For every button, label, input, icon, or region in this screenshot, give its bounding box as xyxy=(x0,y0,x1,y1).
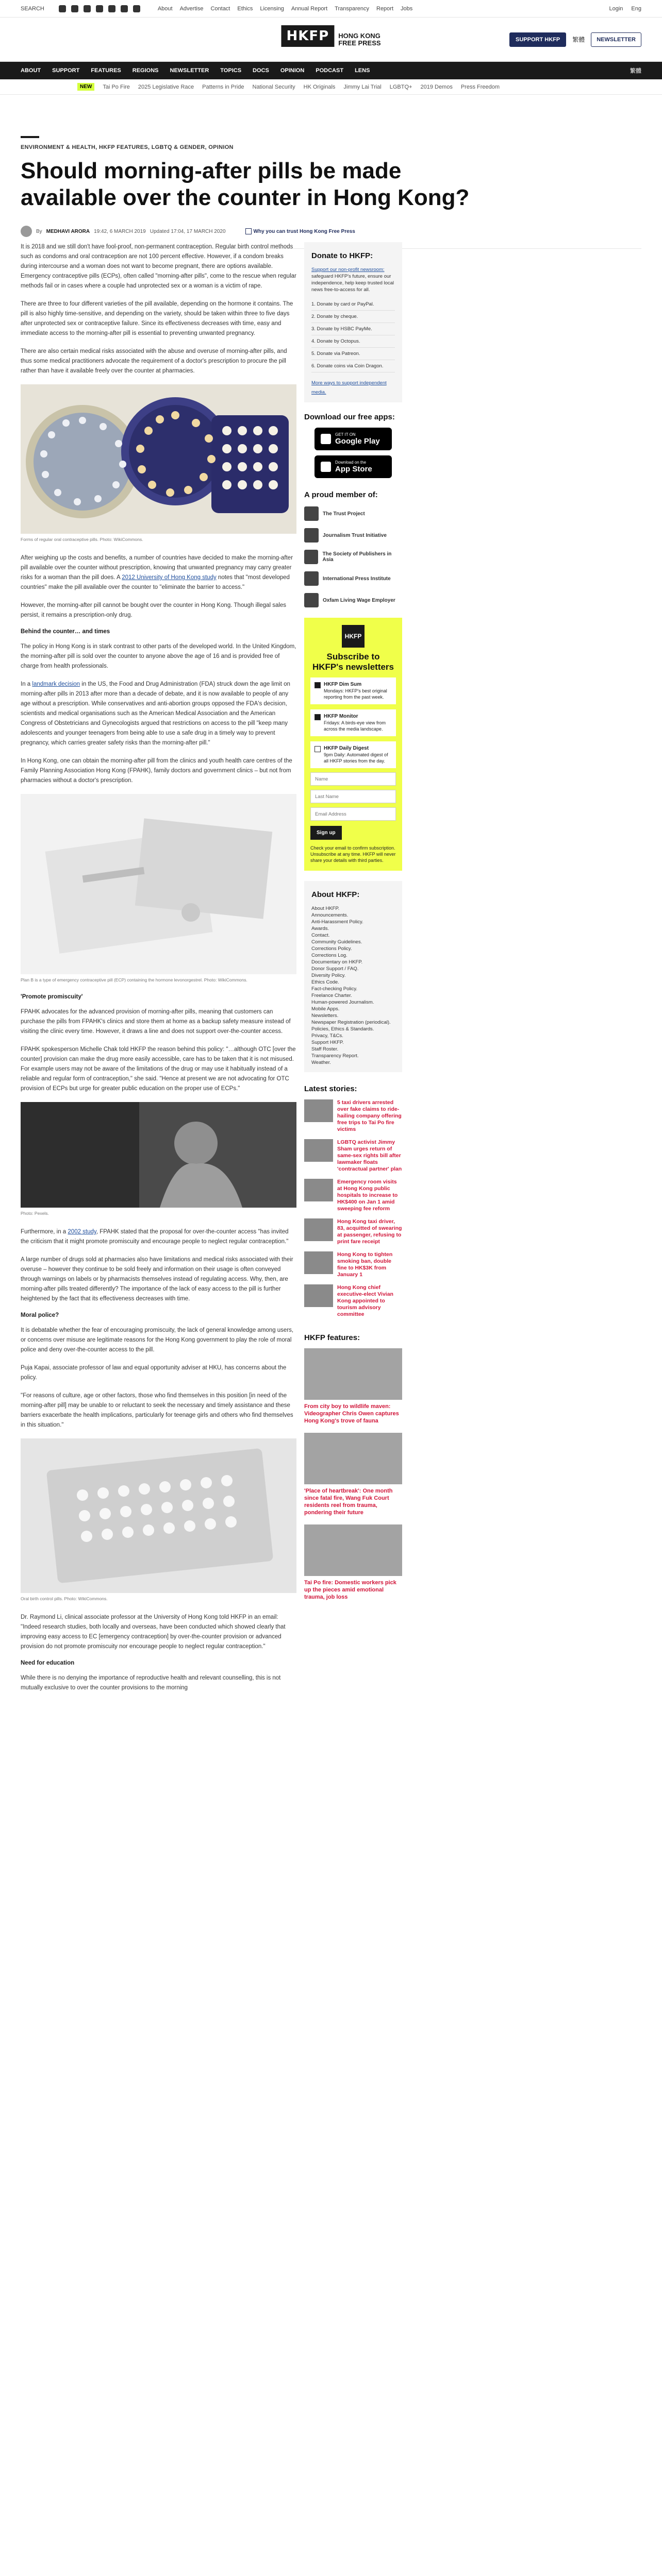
paragraph: FPAHK advocates for the advanced provision of morning-after pills, meaning that customers can purchase the pills from FPAHK's clinics and store them at home as a backup safety measure instead of visiting the clinic every time. However, it draws a line and does not support over-the-counter access. xyxy=(21,1009,291,1035)
donate-option[interactable]: 5. Donate via Patreon. xyxy=(311,348,395,360)
apple-icon xyxy=(321,462,331,472)
app-store-button[interactable] xyxy=(315,455,392,478)
donate-option[interactable]: 6. Donate coins via Coin Dragon. xyxy=(311,360,395,372)
donate-option[interactable]: 3. Donate by HSBC PayMe. xyxy=(311,323,395,335)
sopa-icon xyxy=(304,550,318,564)
google-play-icon xyxy=(321,434,331,444)
paragraph: "For reasons of culture, age or other factors, those who find themselves in this position [in need of the morning-after pill] may be unable to or reluctant to seek the necessary and timely assistance and these barriers exacerbate the health implications, particularly for teenage girls and others who find themselves in this situation." xyxy=(21,1393,293,1428)
ticker-item[interactable]: 2019 Demos xyxy=(420,83,453,90)
text-run: In a xyxy=(21,681,31,687)
lang-link[interactable]: Eng xyxy=(631,5,641,12)
x-icon[interactable] xyxy=(71,5,78,12)
author-avatar xyxy=(21,226,32,237)
donate-title: Donate to HKFP: xyxy=(311,251,373,260)
feature-title[interactable]: From city boy to wildlife maven: Videographer Chris Owen captures Hong Kong's trove of fauna xyxy=(304,1403,399,1424)
about-link[interactable]: Transparency Report. xyxy=(311,1053,359,1059)
section-heading: Need for education xyxy=(21,1660,75,1666)
member-name: The Society of Publishers in Asia xyxy=(322,551,392,563)
text-run: Furthermore, in a xyxy=(21,1229,67,1235)
author-name[interactable]: MEDHAVI ARORA xyxy=(46,228,90,234)
about-link[interactable]: Ethics Code. xyxy=(311,979,339,985)
about-link[interactable]: Awards. xyxy=(311,926,329,931)
last-name-input[interactable] xyxy=(310,790,396,803)
about-link[interactable]: Donor Support / FAQ. xyxy=(311,966,359,972)
plan-b-illustration xyxy=(21,794,296,974)
story-thumbnail xyxy=(304,1179,333,1201)
paragraph: While there is no denying the importance of reproductive health and relevant counselling, this is not mutually exclusive to over the counter provisions to the morning xyxy=(21,1675,281,1691)
nav-item[interactable]: NEWSLETTER xyxy=(170,67,209,74)
login-link[interactable]: Login xyxy=(609,5,623,12)
paragraph xyxy=(21,553,296,592)
about-link[interactable]: Mobile Apps. xyxy=(311,1006,340,1012)
paragraph: There are three to four different varieties of the pill available, depending on the hormone it contains. The pill is also highly time-sensitive, and depending on the variety, should be taken within three to five days after unprotected sex or contraceptive failure. Since its effectiveness decreases with time, easy and immediate access to the morning-after pill is essential to preventing unwanted pregnancy. xyxy=(21,301,293,336)
title-rule xyxy=(21,136,39,138)
features-title: HKFP features: xyxy=(304,1333,360,1342)
paragraph: However, the morning-after pill cannot be bought over the counter in Hong Kong. Though illegal sales persist, it remains a prescription-only drug. xyxy=(21,602,287,618)
ticker-item[interactable]: Patterns in Pride xyxy=(202,83,244,90)
option-name: HKFP Dim Sum xyxy=(324,682,362,687)
story-thumbnail xyxy=(304,1218,333,1241)
logo-text xyxy=(338,32,380,47)
story-title[interactable]: Emergency room visits at Hong Kong public hospitals to increase to HK$400 on Jan 1 amid sweeping fee reform xyxy=(337,1179,398,1212)
nav-item[interactable]: ABOUT xyxy=(21,67,41,74)
story-item[interactable] xyxy=(304,1139,402,1173)
checkbox-checked-icon[interactable] xyxy=(315,682,321,688)
story-item[interactable] xyxy=(304,1284,402,1318)
util-link[interactable]: Jobs xyxy=(401,5,413,12)
newsletter-title: Subscribe to HKFP's newsletters xyxy=(312,652,394,672)
story-thumbnail xyxy=(304,1284,333,1307)
util-link[interactable]: Licensing xyxy=(260,5,284,12)
story-item[interactable] xyxy=(304,1179,402,1212)
about-link[interactable]: Fact-checking Policy. xyxy=(311,986,358,992)
ticker-item[interactable]: Tai Po Fire xyxy=(103,83,130,90)
about-links xyxy=(311,905,395,1066)
paragraph: It is debatable whether the fear of encouraging promiscuity, the lack of general knowledge among users, or concerns over misuse are legitimate reasons for the Hong Kong government to play the role of moral police and deny over-the-counter access to the pill. xyxy=(21,1327,294,1353)
checkbox-icon[interactable] xyxy=(315,746,321,752)
paragraph: The policy in Hong Kong is in stark contrast to other parts of the developed world. In the United Kingdom, the morning-after pill is sold over the counter to anyone above the age of 16 and is provided free of charge from health professionals. xyxy=(21,643,296,669)
as-small: Download on the xyxy=(335,460,367,465)
nav-item[interactable]: LENS xyxy=(355,67,370,74)
latest-title: Latest stories: xyxy=(304,1084,357,1093)
nav-item[interactable]: REGIONS xyxy=(132,67,159,74)
updated-date: Updated 17:04, 17 MARCH 2020 xyxy=(150,228,226,234)
util-link[interactable]: Ethics xyxy=(237,5,253,12)
feature-image xyxy=(304,1433,402,1484)
fpahk-study-link[interactable]: 2002 study xyxy=(68,1229,96,1235)
oral-pills-illustration xyxy=(21,1438,296,1593)
feature-image xyxy=(304,1348,402,1400)
feature-image xyxy=(304,1524,402,1576)
gp-small: GET IT ON xyxy=(335,432,356,437)
feature-title[interactable]: 'Place of heartbreak': One month since fatal fire, Wang Fuk Court residents reel from trauma, pondering their future xyxy=(304,1488,393,1516)
trust-label: Why you can trust Hong Kong Free Press xyxy=(253,228,355,234)
util-link[interactable]: Contact xyxy=(210,5,230,12)
feature-title[interactable]: Tai Po fire: Domestic workers pick up the pieces amid emotional trauma, job loss xyxy=(304,1580,396,1600)
story-thumbnail xyxy=(304,1251,333,1274)
article-categories[interactable]: ENVIRONMENT & HEALTH, HKFP FEATURES, LGBTQ & GENDER, OPINION xyxy=(21,144,234,150)
instagram-icon[interactable] xyxy=(84,5,91,12)
story-item[interactable] xyxy=(304,1099,402,1133)
ticker-item[interactable]: Press Freedom xyxy=(460,83,500,90)
logo-line: HONG KONG xyxy=(338,31,380,40)
about-link[interactable]: Policies, Ethics & Standards. xyxy=(311,1026,374,1032)
ticker-item[interactable]: LGBTQ+ xyxy=(389,83,412,90)
donate-box xyxy=(304,242,402,402)
hkfp-logo[interactable] xyxy=(281,25,380,54)
text-run: notes that "most developed countries" make the pill available over the counter to "eliminate the barrier to access." xyxy=(21,574,290,590)
nav-item[interactable]: SUPPORT xyxy=(52,67,80,74)
article-header xyxy=(0,136,662,237)
about-link[interactable]: Support HKFP. xyxy=(311,1040,344,1045)
about-link[interactable]: Announcements. xyxy=(311,912,349,918)
ticker-item[interactable]: Jimmy Lai Trial xyxy=(343,83,382,90)
chinese-link[interactable]: 繁體 xyxy=(572,36,585,43)
nav-item[interactable]: TOPICS xyxy=(220,67,242,74)
byline xyxy=(21,226,641,237)
threads-icon[interactable] xyxy=(121,5,128,12)
gp-label: Google Play xyxy=(335,437,380,446)
about-link[interactable]: Staff Roster. xyxy=(311,1046,339,1052)
option-desc: 9pm Daily: Automated digest of all HKFP stories from the day. xyxy=(324,752,388,764)
story-title[interactable]: Hong Kong taxi driver, 83, acquitted of swearing at passenger, refusing to print fare receipt xyxy=(337,1218,402,1245)
member-name: The Trust Project xyxy=(323,511,365,517)
trust-project-icon xyxy=(304,506,319,521)
jti-icon xyxy=(304,528,319,543)
about-link[interactable]: Human-powered Journalism. xyxy=(311,999,374,1005)
paragraph: Dr. Raymond Li, clinical associate professor at the University of Hong Kong told HKFP in an email: "Indeed research studies, both locally and overseas, have been conducted which showed clearly that improving easy access to EC [emergency contraception] by over-the-counter provision or advanced provision do not promote promiscuity nor encourage people to neglect regular contraception." xyxy=(21,1614,286,1650)
about-link[interactable]: Privacy, T&Cs. xyxy=(311,1033,343,1039)
story-title[interactable]: Hong Kong chief executive-elect Vivian Kong appointed to tourism advisory committee xyxy=(337,1284,393,1317)
feature-item[interactable] xyxy=(304,1348,402,1425)
ticker-item[interactable]: HK Originals xyxy=(303,83,336,90)
pexels-photo xyxy=(21,1102,296,1208)
topic-ticker xyxy=(0,79,662,95)
ipi-icon xyxy=(304,571,319,586)
logo-line: FREE PRESS xyxy=(338,39,381,47)
util-link[interactable]: About xyxy=(157,5,173,12)
about-link[interactable]: Documentary on HKFP. xyxy=(311,959,363,965)
donate-option[interactable]: 2. Donate by cheque. xyxy=(311,311,395,323)
util-link[interactable]: Report xyxy=(376,5,394,12)
trust-icon xyxy=(245,228,252,234)
util-link[interactable]: Advertise xyxy=(179,5,204,12)
photo-caption: Photo: Pexels. xyxy=(21,1211,49,1216)
story-thumbnail xyxy=(304,1099,333,1122)
section-heading: 'Promote promiscuity' xyxy=(21,994,83,1000)
about-link[interactable]: Newsletters. xyxy=(311,1013,339,1019)
story-title[interactable]: LGBTQ activist Jimmy Sham urges return of same-sex rights bill after lawmaker floats 'contractual partner' plan xyxy=(337,1139,402,1172)
nav-item[interactable]: DOCS xyxy=(253,67,269,74)
member-name: Journalism Trust Initiative xyxy=(323,532,387,538)
paragraph: There are also certain medical risks associated with the abuse and overuse of morning-after pills, and thus some medical practitioners advocate the requirement of a doctor's prescription to procure the pill rather than have it available freely over the counter at pharmacies. xyxy=(21,348,287,374)
pexels-illustration xyxy=(21,1102,296,1208)
hku-study-link[interactable]: 2012 University of Hong Kong study xyxy=(122,574,217,581)
oxfam-icon xyxy=(304,593,319,607)
linkedin-icon[interactable] xyxy=(108,5,115,12)
more-ways-link[interactable]: More ways to support independent media. xyxy=(311,380,387,395)
newsletter-option[interactable] xyxy=(310,709,396,736)
member-logo[interactable] xyxy=(304,528,402,543)
newsletter-option[interactable] xyxy=(310,741,396,768)
trust-link[interactable] xyxy=(245,228,355,234)
story-thumbnail xyxy=(304,1139,333,1162)
apps-title: Download our free apps: xyxy=(304,413,395,421)
about-box xyxy=(304,881,402,1072)
plan-b-photo xyxy=(21,794,296,974)
paragraph: A large number of drugs sold at pharmacies also have limitations and medical risks associated with their overuse – however they continue to be sold freely and information on their usage is often conveyed through warnings on labels or by pharmacists themselves instead of regulating access. Why, then, are morning-after pills treated differently? The importance of the lack of easy access to the pill is further heightened by the fact that its effectiveness decreases with time. xyxy=(21,1257,293,1302)
member-logo[interactable] xyxy=(304,550,402,564)
email-input[interactable] xyxy=(310,807,396,821)
utility-links xyxy=(158,6,412,12)
site-header xyxy=(0,18,662,62)
option-name: HKFP Monitor xyxy=(324,714,358,719)
paragraph xyxy=(21,680,296,748)
member-name: Oxfam Living Wage Employer xyxy=(323,597,395,603)
nav-item[interactable]: OPINION xyxy=(280,67,305,74)
about-link[interactable]: Weather. xyxy=(311,1060,331,1065)
publish-date: 19:42, 6 MARCH 2019 xyxy=(94,228,146,234)
text-run: , FPAHK stated that the proposal for over-the-counter access "has invited the criticism that it might promote promiscuity and encourage people to neglect regular contraception." xyxy=(21,1229,289,1245)
member-logo[interactable] xyxy=(304,593,402,607)
about-link[interactable]: About HKFP. xyxy=(311,906,340,911)
photo-caption: Oral birth control pills. Photo: WikiCommons. xyxy=(21,1596,108,1601)
donate-option[interactable]: 4. Donate by Octopus. xyxy=(311,335,395,348)
text-run: After weighing up the costs and benefits, a number of countries have decided to make the morning-after pill available over the counter without prescription, knowing that unwanted pregnancy may carry greater risks for a woman than the pill does. A xyxy=(21,555,293,581)
paragraph: FPAHK spokesperson Michelle Chak told HKFP the reason behind this policy: "…although OTC [over the counter] provision can make the drug more easily accessible, care has to be taken that it is not misused. For example users may not be aware of the limitations of the drug or may use it habitually instead of a reliable and regular form of contraception," she said. "Hence at present we are not advocating for OTC provision of ECPs but urge for greater public education on the proper use of ECPs." xyxy=(21,1046,296,1092)
feature-item[interactable] xyxy=(304,1433,402,1516)
fda-decision-link[interactable]: landmark decision xyxy=(32,681,80,687)
signup-note: Check your email to confirm subscription. Unsubscribe at any time. HKFP will never share your details with third parties. xyxy=(310,845,396,863)
sidebar xyxy=(304,242,402,1609)
photo-caption: Plan B is a type of emergency contraceptive pill (ECP) containing the hormone levonorgestrel. Photo: WikiCommons. xyxy=(21,977,247,982)
newsletter-logo: HKFP xyxy=(342,625,365,648)
newsletter-button[interactable]: NEWSLETTER xyxy=(591,32,641,47)
about-link[interactable]: Contact. xyxy=(311,933,330,938)
ticker-item[interactable]: 2025 Legislative Race xyxy=(138,83,194,90)
main-nav xyxy=(0,62,662,79)
donate-option[interactable]: 1. Donate by card or PayPal. xyxy=(311,298,395,311)
youtube-icon[interactable] xyxy=(96,5,103,12)
nav-lang[interactable]: 繁體 xyxy=(630,68,641,74)
article-body xyxy=(21,242,296,1701)
member-name: International Press Institute xyxy=(323,575,391,582)
story-title[interactable]: Hong Kong to tighten smoking ban, double fine to HK$3K from January 1 xyxy=(337,1251,393,1278)
nav-item[interactable]: FEATURES xyxy=(91,67,121,74)
checkbox-checked-icon[interactable] xyxy=(315,714,321,720)
story-item[interactable] xyxy=(304,1251,402,1278)
photo-caption: Forms of regular oral contraceptive pills. Photo: WikiCommons. xyxy=(21,537,143,542)
utility-right xyxy=(609,6,642,12)
paragraph: In Hong Kong, one can obtain the morning-after pill from the clinics and youth health care centres of the Family Planning Association Hong Kong (FPAHK), family doctors and government clinics – but not from pharmacies without a doctor's prescription. xyxy=(21,758,292,784)
newsletter-signup xyxy=(304,618,402,871)
header-actions xyxy=(509,32,641,47)
donate-text xyxy=(311,266,395,293)
paragraph: Puja Kapai, associate professor of law and equal opportunity adviser at HKU, has concerns about the policy. xyxy=(21,1365,287,1381)
member-logo[interactable] xyxy=(304,571,402,586)
pill-packs-illustration xyxy=(21,384,296,534)
name-input[interactable] xyxy=(310,772,396,786)
logo-mark: HKFP xyxy=(281,25,334,47)
about-link[interactable]: Newspaper Registration (periodical). xyxy=(311,1020,391,1025)
feature-item[interactable] xyxy=(304,1524,402,1601)
member-title: A proud member of: xyxy=(304,490,378,499)
paragraph: It is 2018 and we still don't have fool-proof, non-permanent contraception. Regular birth control methods such as condoms and oral contraception are not 100 percent effective. However, if a condom breaks during intercourse and a woman does not want to become pregnant, there are options available. Emergency contraceptive pills (ECPs), often called "morning-after pills", come to the rescue when regular methods fail or in cases where a couple had unprotected sex or a woman is a victim of rape. xyxy=(21,244,296,289)
utility-bar xyxy=(0,0,662,18)
member-logo[interactable] xyxy=(304,506,402,521)
option-desc: Fridays: A birds-eye view from across the media landscape. xyxy=(324,720,386,732)
google-play-button[interactable] xyxy=(315,428,392,450)
article-title: Should morning-after pills be made available over the counter in Hong Kong? xyxy=(21,158,470,210)
about-link[interactable]: Freelance Charter. xyxy=(311,993,352,998)
ticker-item[interactable]: National Security xyxy=(252,83,295,90)
facebook-icon[interactable] xyxy=(59,5,66,12)
as-label: App Store xyxy=(335,465,372,473)
oral-pills-photo xyxy=(21,1438,296,1593)
byline-prefix: By xyxy=(36,228,42,234)
signup-button[interactable]: Sign up xyxy=(310,826,342,840)
about-title: About HKFP: xyxy=(311,890,360,899)
option-name: HKFP Daily Digest xyxy=(324,745,369,751)
paragraph xyxy=(21,1227,296,1247)
about-link[interactable]: Anti-Harassment Policy. xyxy=(311,919,363,925)
support-button[interactable]: SUPPORT HKFP xyxy=(509,32,566,47)
social-icons xyxy=(59,5,140,12)
about-link[interactable]: Diversity Policy. xyxy=(311,973,346,978)
newsletter-option[interactable] xyxy=(310,677,396,704)
util-link[interactable]: Annual Report xyxy=(291,5,328,12)
option-desc: Mondays: HKFP's best original reporting from the past week. xyxy=(324,688,387,700)
section-heading: Behind the counter… and times xyxy=(21,629,110,635)
story-title[interactable]: 5 taxi drivers arrested over fake claims to ride-hailing company offering free trips to Tai Po fire victims xyxy=(337,1099,402,1132)
search-link[interactable]: SEARCH xyxy=(21,5,44,12)
pill-packs-photo xyxy=(21,384,296,534)
text-run: in the US, the Food and Drug Administration (FDA) struck down the age limit on morning-after pills in 2013 after more than a decade of debate, and it is now available to people of any age without a prescription. While conservatives and anti-abortion groups opposed the FDA's decision, scientists and medical organisations such as the American Medical Association and the American Congress of Obstetricians and Gynecologists argued that restrictions on access to the pill "keep many adolescents and younger teenagers from being able to use a safe drug in a timely way to prevent pregnancy, which carries greater safety risks than the morning-after pill." xyxy=(21,681,290,746)
about-link[interactable]: Community Guidelines. xyxy=(311,939,362,945)
donate-link[interactable]: Support our non-profit newsroom: xyxy=(311,267,385,273)
text-run: safeguard HKFP's future, ensure our independence, help keep trusted local news free-to-access for all. xyxy=(311,274,394,293)
util-link[interactable]: Transparency xyxy=(335,5,369,12)
about-link[interactable]: Corrections Log. xyxy=(311,953,347,958)
nav-item[interactable]: PODCAST xyxy=(316,67,344,74)
new-badge: NEW xyxy=(77,83,94,91)
about-link[interactable]: Corrections Policy. xyxy=(311,946,352,952)
section-heading: Moral police? xyxy=(21,1312,59,1318)
story-item[interactable] xyxy=(304,1218,402,1245)
rss-icon[interactable] xyxy=(133,5,140,12)
